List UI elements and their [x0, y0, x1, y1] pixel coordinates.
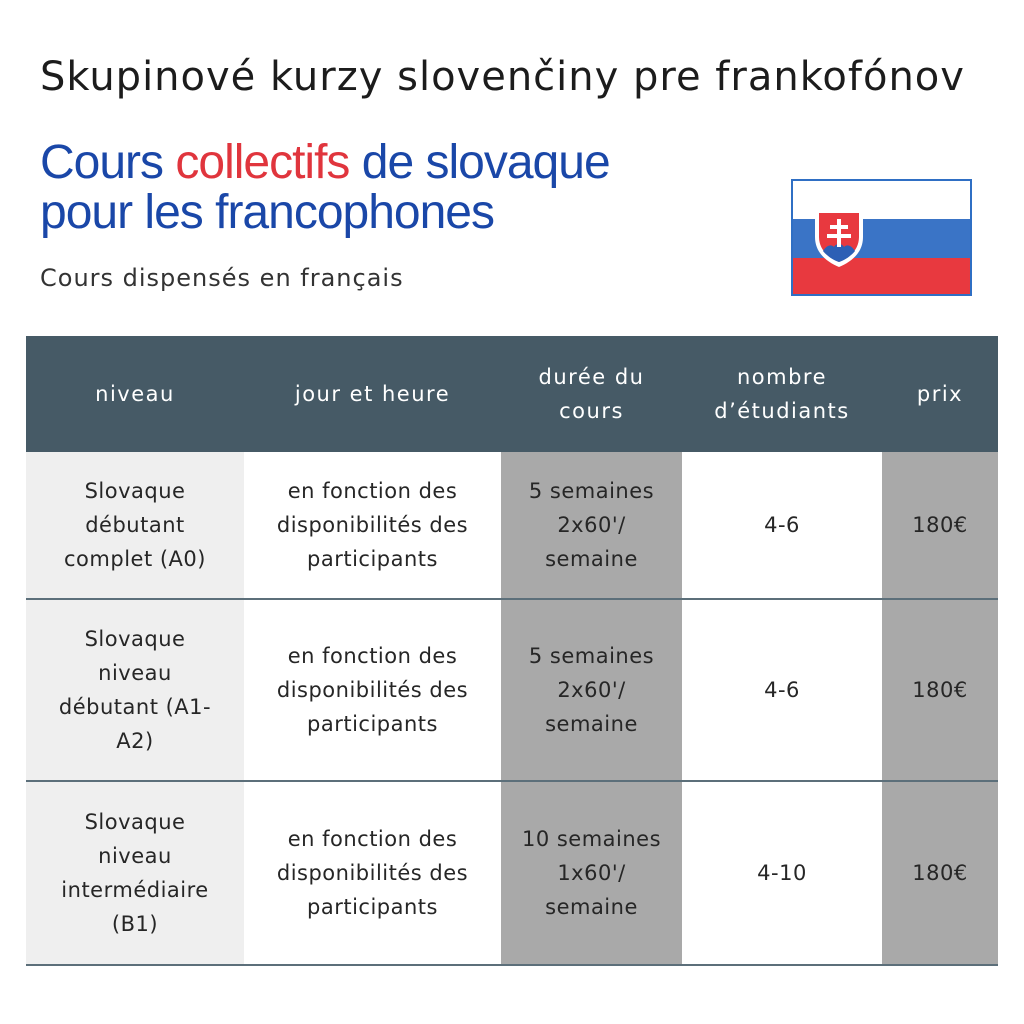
column-header-level: niveau: [95, 382, 175, 406]
table-row: [26, 782, 998, 966]
slovakia-flag-icon: [791, 179, 972, 296]
table-row: [26, 452, 998, 600]
title-slovak: Skupinové kurzy slovenčiny pre frankofónov: [40, 54, 965, 100]
column-header-duration: durée du cours: [538, 365, 645, 423]
cell-students: 4-6: [682, 600, 882, 780]
subtitle: Cours dispensés en français: [40, 264, 404, 292]
column-header-students: nombre d’étudiants: [714, 365, 850, 423]
cell-schedule: en fonction des disponibilités des participants: [244, 452, 501, 598]
cell-price: 180€: [882, 600, 998, 780]
courses-table: [26, 336, 998, 966]
cell-price: 180€: [882, 452, 998, 598]
cell-duration: 10 semaines 1x60'/ semaine: [501, 782, 682, 964]
title-french-line2: pour les francophones: [40, 186, 494, 239]
cell-students: 4-6: [682, 452, 882, 598]
table-row: [26, 600, 998, 782]
cell-duration: 5 semaines 2x60'/ semaine: [501, 452, 682, 598]
cell-level: Slovaque niveau intermédiaire (B1): [26, 782, 244, 964]
title-french: [40, 138, 610, 238]
column-header-price: prix: [916, 382, 964, 406]
cell-schedule: en fonction des disponibilités des participants: [244, 782, 501, 964]
title-french-line1: Cours collectifs de slovaque: [40, 136, 610, 189]
column-header-schedule: jour et heure: [294, 382, 451, 406]
cell-level: Slovaque niveau débutant (A1- A2): [26, 600, 244, 780]
table-header: [26, 336, 998, 452]
cell-students: 4-10: [682, 782, 882, 964]
coat-of-arms-icon: [813, 207, 865, 269]
cell-duration: 5 semaines 2x60'/ semaine: [501, 600, 682, 780]
cell-price: 180€: [882, 782, 998, 964]
title-accent-word: collectifs: [175, 136, 350, 189]
cell-schedule: en fonction des disponibilités des participants: [244, 600, 501, 780]
cell-level: Slovaque débutant complet (A0): [26, 452, 244, 598]
